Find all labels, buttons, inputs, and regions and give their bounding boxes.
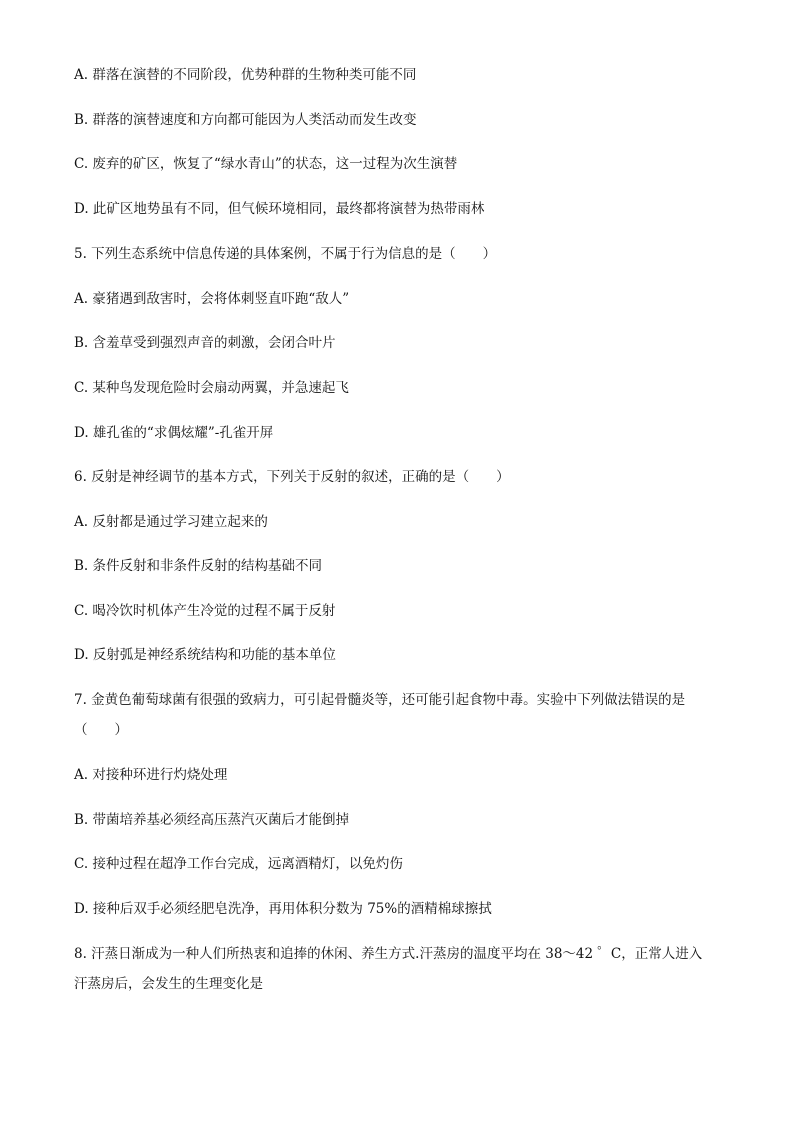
question-6: 6. 反射是神经调节的基本方式，下列关于反射的叙述，正确的是（ ）: [74, 469, 510, 485]
option-c-q7: C. 接种过程在超净工作台完成，远离酒精灯，以免灼伤: [74, 856, 403, 872]
option-b-q5: B. 含羞草受到强烈声音的刺激，会闭合叶片: [74, 335, 336, 351]
option-d-q6: D. 反射弧是神经系统结构和功能的基本单位: [74, 647, 336, 663]
option-c-q6: C. 喝冷饮时机体产生冷觉的过程不属于反射: [74, 603, 336, 619]
option-a-q7: A. 对接种环进行灼烧处理: [74, 767, 228, 783]
option-b-q7: B. 带菌培养基必须经高压蒸汽灭菌后才能倒掉: [74, 812, 350, 828]
option-c-q4: C. 废弃的矿区，恢复了“绿水青山”的状态，这一过程为次生演替: [74, 156, 458, 172]
option-a-q4: A. 群落在演替的不同阶段，优势种群的生物种类可能不同: [74, 67, 417, 83]
option-d-q5: D. 雄孔雀的“求偶炫耀”-孔雀开屏: [74, 425, 274, 441]
option-d-q4: D. 此矿区地势虽有不同，但气候环境相同，最终都将演替为热带雨林: [74, 201, 485, 217]
question-7: 7. 金黄色葡萄球菌有很强的致病力，可引起骨髓炎等，还可能引起食物中毒。实验中下列做法错误的是: [74, 692, 686, 708]
option-c-q5: C. 某种鸟发现危险时会扇动两翼，并急速起飞: [74, 380, 349, 396]
option-a-q6: A. 反射都是通过学习建立起来的: [74, 514, 268, 530]
option-d-q7: D. 接种后双手必须经肥皂洗净，再用体积分数为 75%的酒精棉球擦拭: [74, 901, 492, 917]
question-8-continued: 汗蒸房后，会发生的生理变化是: [74, 976, 263, 992]
option-a-q5: A. 豪猪遇到敌害时，会将体刺竖直吓跑“敌人”: [74, 291, 350, 307]
question-5: 5. 下列生态系统中信息传递的具体案例，不属于行为信息的是（ ）: [74, 246, 497, 262]
option-b-q4: B. 群落的演替速度和方向都可能因为人类活动而发生改变: [74, 112, 417, 128]
option-b-q6: B. 条件反射和非条件反射的结构基础不同: [74, 558, 323, 574]
question-8: 8. 汗蒸日渐成为一种人们所热衷和追捧的休闲、养生方式.汗蒸房的温度平均在 38～42 ゜C，正常人进入: [74, 946, 703, 962]
question-7-bracket: （ ）: [74, 722, 128, 738]
